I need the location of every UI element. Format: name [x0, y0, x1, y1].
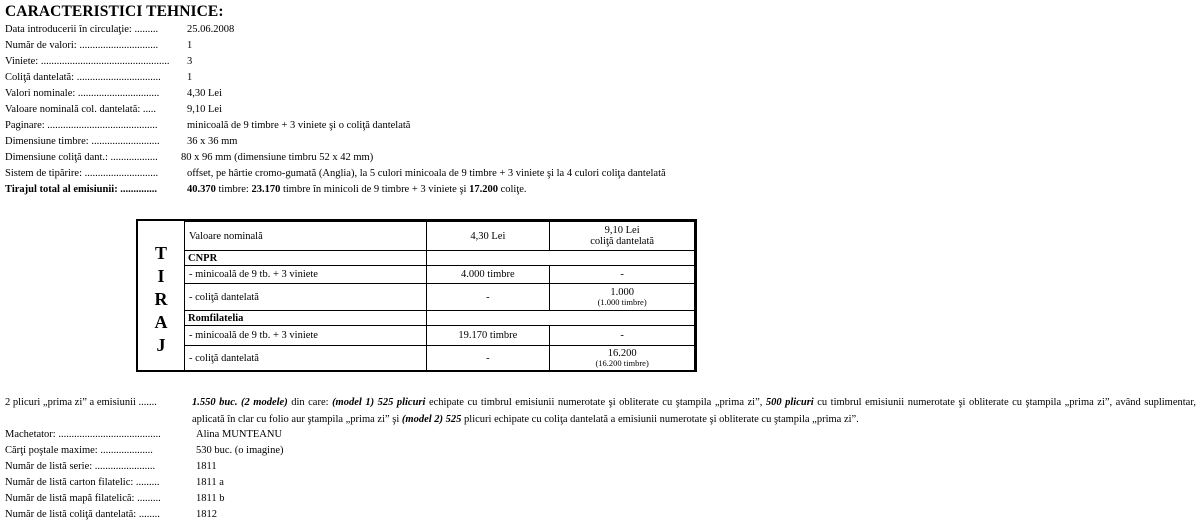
spec-value: Alina MUNTEANU	[196, 429, 283, 440]
row-number: 1.000	[610, 287, 634, 298]
spec-value: 1811	[196, 461, 217, 472]
total-text: coliţe.	[497, 184, 527, 195]
table-row	[185, 346, 695, 371]
covers-text: echipate cu timbrul emisiunii numerotate şi obliterate cu ştampila „prima zi”,	[425, 397, 766, 408]
spec-label: Viniete: .................................................	[5, 56, 170, 67]
spec-label: Cărţi poştale maxime: ....................	[5, 445, 153, 456]
row-value: -	[426, 346, 550, 371]
spec-label: Număr de listă mapă filatelică: .........	[5, 493, 161, 504]
table-row	[185, 326, 695, 346]
spec-label: Sistem de tipărire: ............................	[5, 168, 159, 179]
row-subnote: (1.000 timbre)	[597, 297, 647, 307]
section-title: CNPR	[185, 251, 427, 266]
row-value: 4.000 timbre	[426, 266, 550, 284]
row-value: -	[550, 326, 695, 346]
total-label: Tirajul total al emisiunii: ..............	[5, 184, 158, 195]
spec-label: Dimensiune timbre: ..........................	[5, 136, 160, 147]
section-row	[185, 311, 695, 326]
spec-value: 530 buc. (o imagine)	[196, 445, 284, 456]
covers-description	[192, 394, 1196, 428]
spec-value: 1	[187, 40, 193, 51]
table-row	[185, 284, 695, 311]
spec-label: Data introducerii în circulaţie: .........	[5, 24, 159, 35]
spec-label: Număr de valori: ..............................	[5, 40, 159, 51]
tiraj-table	[136, 219, 697, 372]
row-value: 19.170 timbre	[426, 326, 550, 346]
tiraj-letter: R	[154, 289, 168, 309]
spec-value: 36 x 36 mm	[187, 136, 238, 147]
total-text: timbre:	[215, 184, 252, 195]
spec-label: Număr de listă serie: .......................	[5, 461, 156, 472]
total-number: 17.200	[469, 184, 498, 195]
spec-label: Paginare: ..........................................	[5, 120, 158, 131]
header-cell: 4,30 Lei	[426, 222, 550, 251]
spec-label: Număr de listă carton filatelic: .........	[5, 477, 160, 488]
row-label: - minicoală de 9 tb. + 3 viniete	[185, 266, 427, 284]
spec-label: Valoare nominală col. dantelată: .....	[5, 104, 157, 115]
row-value: -	[426, 284, 550, 311]
row-label: - coliţă dantelată	[185, 346, 427, 371]
tiraj-letter: A	[154, 312, 168, 332]
spec-value: 1812	[196, 509, 217, 520]
section-title: Romfilatelia	[185, 311, 427, 326]
row-value: -	[550, 266, 695, 284]
section-row	[185, 251, 695, 266]
covers-label: 2 plicuri „prima zi” a emisiunii .......	[5, 397, 157, 408]
spec-value: 1811 b	[196, 493, 225, 504]
covers-text: (model 1) 525 plicuri	[332, 397, 426, 408]
covers-text: 500 plicuri	[765, 397, 814, 408]
row-value	[550, 284, 695, 311]
covers-text: din care:	[287, 397, 333, 408]
spec-label: Coliţă dantelată: ................................	[5, 72, 161, 83]
spec-label: Valori nominale: ...............................	[5, 88, 160, 99]
spec-value: offset, pe hârtie cromo-gumată (Anglia), la 5 culori minicoala de 9 timbre + 3 viniete şi la 4 culori coliţa dantelată	[187, 168, 666, 179]
row-subnote: (16.200 timbre)	[595, 358, 649, 368]
spec-value: 3	[187, 56, 193, 67]
total-value	[187, 182, 527, 198]
header-cell: Valoare nominală	[185, 222, 427, 251]
header-cell	[550, 222, 695, 251]
page-title: CARACTERISTICI TEHNICE:	[5, 3, 224, 20]
row-label: - coliţă dantelată	[185, 284, 427, 311]
tiraj-letter: J	[156, 335, 166, 355]
row-value	[550, 346, 695, 371]
tiraj-grid	[184, 221, 695, 371]
covers-text: (model 2) 525	[401, 414, 462, 425]
spec-value: 1811 a	[196, 477, 224, 488]
total-number: 40.370	[187, 184, 216, 195]
spec-value: 9,10 Lei	[187, 104, 222, 115]
spec-label: Dimensiune coliţă dant.: ..................	[5, 152, 158, 163]
spec-label: Număr de listă coliţă dantelată: ........	[5, 509, 160, 520]
tiraj-letter: I	[157, 266, 165, 286]
section-empty	[426, 251, 695, 266]
table-row	[185, 266, 695, 284]
total-number: 23.170	[251, 184, 281, 195]
row-label: - minicoală de 9 tb. + 3 viniete	[185, 326, 427, 346]
header-value: 9,10 Lei	[604, 225, 640, 236]
spec-value: 1	[187, 72, 193, 83]
covers-text: plicuri echipate cu coliţa dantelată a emisiunii numerotate şi obliterate cu ştampila „prima zi”.	[461, 414, 859, 425]
spec-value: 80 x 96 mm (dimensiune timbru 52 x 42 mm)	[181, 152, 374, 163]
section-empty	[426, 311, 695, 326]
header-subvalue: coliţă dantelată	[590, 236, 655, 247]
spec-value: 4,30 Lei	[187, 88, 222, 99]
spec-label: Machetator: .......................................	[5, 429, 161, 440]
total-text: timbre în minicoli de 9 timbre + 3 viniete şi	[280, 184, 470, 195]
spec-value: minicoală de 9 timbre + 3 viniete şi o coliţă dantelată	[187, 120, 411, 131]
spec-value: 25.06.2008	[187, 24, 235, 35]
tiraj-vertical-label	[138, 221, 184, 370]
covers-text: 1.550 buc. (2 modele)	[192, 397, 288, 408]
table-header-row	[185, 222, 695, 251]
row-number: 16.200	[607, 348, 637, 359]
covers-text: cu timbrul emisiunii numerotate şi obliterate cu ştampila „prima zi”, având suplimentar, aplicată în clar cu folio aur ştampila „prima zi” şi	[192, 397, 1197, 425]
tiraj-letter: T	[154, 243, 167, 263]
